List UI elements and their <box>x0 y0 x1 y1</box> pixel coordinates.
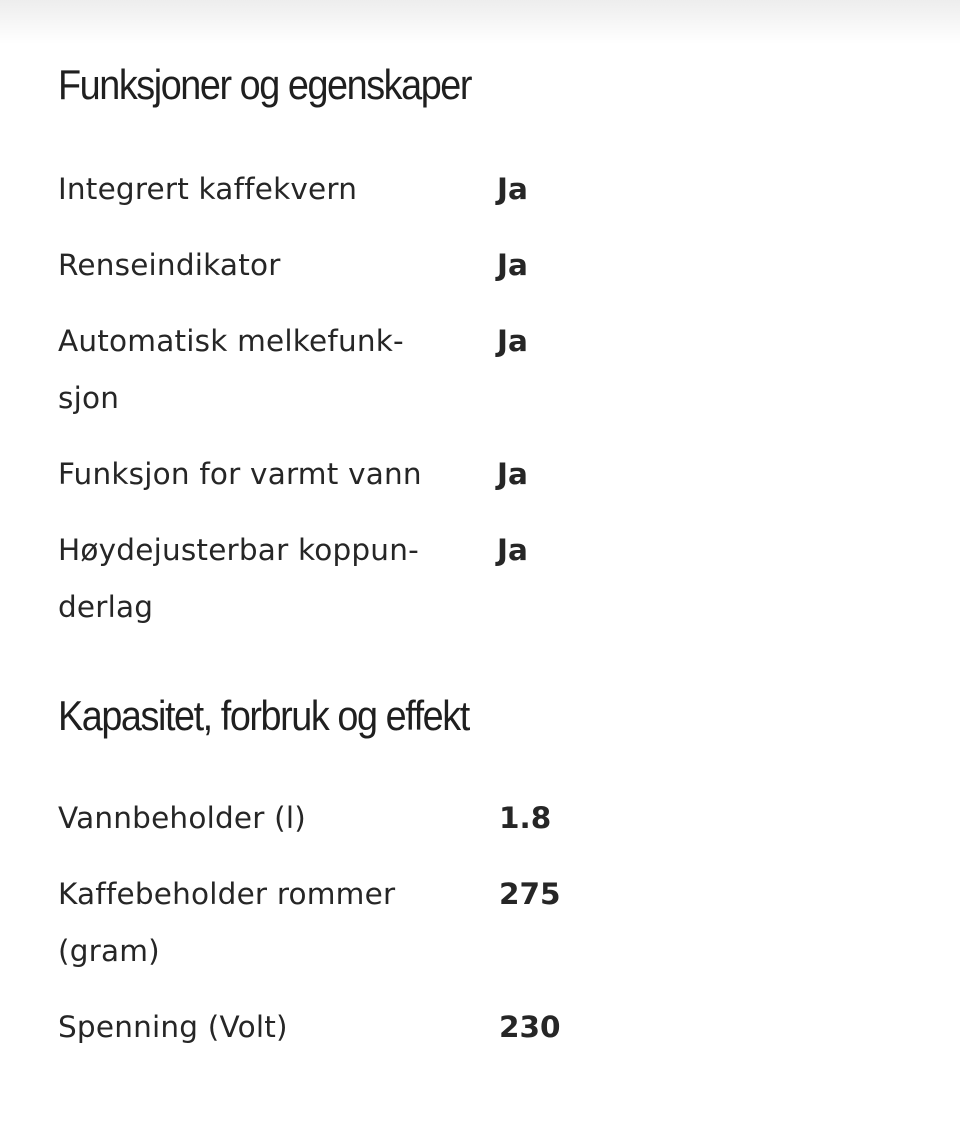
spec-value: Ja <box>497 457 528 491</box>
spec-label-line: Høydejusterbar koppun- <box>58 533 419 567</box>
spec-label-line: Renseindikator <box>58 248 281 282</box>
spec-value: Ja <box>497 324 528 358</box>
spec-label-line: Kaffebeholder rommer <box>58 877 396 911</box>
spec-label <box>58 866 440 980</box>
spec-label <box>58 313 440 427</box>
spec-value: 275 <box>499 877 561 911</box>
features-section <box>58 56 918 636</box>
spec-value: Ja <box>497 172 528 206</box>
spec-label-line: derlag <box>58 590 154 624</box>
spec-label-line: Vannbeholder (l) <box>58 801 306 835</box>
section-title-features: Funksjoner og egenskaper <box>58 61 472 108</box>
spec-row-voltage <box>58 999 918 1056</box>
spec-row-bean-container <box>58 866 918 980</box>
spec-label-line: Automatisk melkefunk- <box>58 324 404 358</box>
spec-value: Ja <box>497 533 528 567</box>
spec-label-line: Spenning (Volt) <box>58 1010 288 1044</box>
section-title-capacity: Kapasitet, forbruk og effekt <box>58 692 469 739</box>
spec-label-line: Funksjon for varmt vann <box>58 457 422 491</box>
spec-label <box>58 999 440 1056</box>
spec-label <box>58 237 440 294</box>
spec-content <box>58 56 918 1075</box>
spec-row-automatic-milk <box>58 313 918 427</box>
spec-row-integrated-grinder <box>58 161 918 218</box>
spec-value: Ja <box>497 248 528 282</box>
features-spec-list <box>58 161 918 636</box>
spec-label <box>58 790 440 847</box>
capacity-spec-list <box>58 790 918 1056</box>
spec-label <box>58 446 440 503</box>
spec-row-hot-water <box>58 446 918 503</box>
spec-row-cleaning-indicator <box>58 237 918 294</box>
spec-label <box>58 161 440 218</box>
spec-label-line: Integrert kaffekvern <box>58 172 358 206</box>
spec-label <box>58 522 440 636</box>
spec-value: 230 <box>499 1010 561 1044</box>
spec-row-adjustable-cup-tray <box>58 522 918 636</box>
spec-label-line: (gram) <box>58 934 160 968</box>
spec-row-water-tank <box>58 790 918 847</box>
capacity-section <box>58 687 918 1056</box>
top-shadow <box>0 0 960 44</box>
spec-label-line: sjon <box>58 381 120 415</box>
spec-value: 1.8 <box>499 801 552 835</box>
